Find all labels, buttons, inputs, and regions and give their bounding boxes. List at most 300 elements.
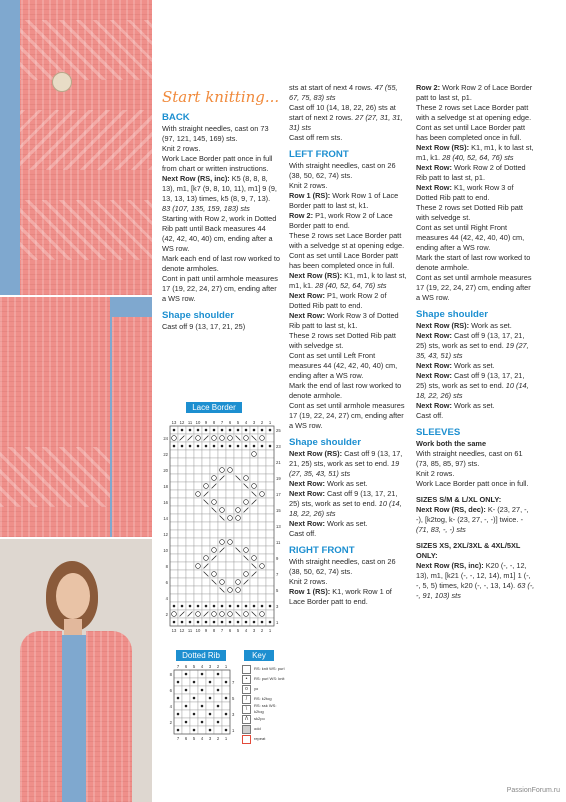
purl-symbol	[185, 673, 188, 676]
row-label: Next Row:	[416, 331, 452, 340]
chart-cell	[170, 474, 178, 482]
row-label: Next Row:	[416, 401, 452, 410]
col-label: 10	[195, 628, 201, 633]
row-label: 5	[232, 696, 235, 701]
chart-cell	[258, 562, 266, 570]
purl-symbol	[269, 605, 272, 608]
chart-cell	[170, 506, 178, 514]
purl-symbol	[177, 697, 180, 700]
chart-cell	[178, 458, 186, 466]
chart-cell	[202, 522, 210, 530]
col-label: 12	[179, 420, 185, 425]
col-label: 6	[184, 736, 188, 741]
key-list	[242, 664, 286, 744]
chart-cell	[210, 498, 218, 506]
key-label: RS: purl WS: knit	[254, 676, 285, 681]
chart-cell	[186, 466, 194, 474]
col-label: 1	[224, 664, 228, 669]
chart-cell	[174, 670, 182, 678]
key-item	[242, 684, 286, 694]
chart-cell	[258, 506, 266, 514]
paragraph: Cont as set until armhole measures 17 (19, 22, 24, 27) cm, ending after a WS row.	[289, 401, 405, 430]
key-item	[242, 704, 286, 714]
chart-cell	[170, 490, 178, 498]
chart-cell	[258, 586, 266, 594]
col-label: 7	[220, 628, 224, 633]
row-text: K1, m1, k to last st, m1, k1.	[416, 143, 534, 162]
chart-cell	[194, 498, 202, 506]
key-symbol: o	[242, 685, 251, 694]
chart-cell	[258, 474, 266, 482]
row-label: Next Row (RS):	[289, 449, 343, 458]
chart-cell	[182, 726, 190, 734]
chart-cell	[186, 546, 194, 554]
chart-cell	[194, 530, 202, 538]
key-item	[242, 734, 286, 744]
col-label: 12	[179, 628, 185, 633]
instruction-row	[289, 519, 407, 529]
paragraph: Knit 2 rows.	[289, 181, 328, 190]
chart-cell	[178, 570, 186, 578]
row-label: 22	[163, 452, 168, 457]
chart-cell	[190, 718, 198, 726]
row-label: 19	[276, 476, 281, 481]
chart-cell	[242, 466, 250, 474]
chart-cell	[222, 718, 230, 726]
purl-symbol	[197, 445, 200, 448]
chart-cell	[250, 522, 258, 530]
purl-symbol	[181, 429, 184, 432]
chart-cell	[234, 554, 242, 562]
col-label: 6	[228, 420, 232, 425]
chart-cell	[242, 594, 250, 602]
instruction-row	[289, 311, 407, 331]
chart-cell	[210, 562, 218, 570]
instruction-row	[416, 143, 536, 163]
purl-symbol	[181, 621, 184, 624]
purl-symbol	[205, 605, 208, 608]
chart-cell	[218, 506, 226, 514]
col-label: 2	[260, 628, 264, 633]
row-label: 1	[232, 728, 235, 733]
purl-symbol	[201, 673, 204, 676]
key-label: RS: knit WS: purl	[254, 666, 285, 671]
chart-cell	[266, 546, 274, 554]
row-label: Row 2:	[289, 211, 314, 220]
sleeves-subheading: Work both the same	[416, 439, 487, 448]
row-label: Row 1 (RS):	[289, 191, 331, 200]
key-label: RS: ssk WS: k2tog	[254, 703, 277, 714]
chart-cell	[194, 514, 202, 522]
stitch-count: 10 (14, 18, 22, 26) sts	[289, 499, 402, 518]
chart-cell	[266, 530, 274, 538]
instruction-row	[416, 321, 536, 331]
key-label: yo	[254, 686, 259, 691]
chart-cell	[186, 594, 194, 602]
instruction-row	[289, 191, 407, 211]
purl-symbol	[261, 605, 264, 608]
chart-cell	[170, 610, 178, 618]
right-front-heading: RIGHT FRONT	[289, 545, 355, 556]
chart-cell	[202, 466, 210, 474]
purl-symbol	[201, 689, 204, 692]
chart-cell	[178, 498, 186, 506]
chart-cell	[206, 670, 214, 678]
chart-cell	[242, 538, 250, 546]
purl-symbol	[253, 621, 256, 624]
chart-cell	[170, 578, 178, 586]
paragraph	[289, 83, 407, 103]
col-label: 3	[208, 664, 212, 669]
row-label: 21	[276, 460, 281, 465]
purl-symbol	[189, 429, 192, 432]
instruction-row	[289, 211, 407, 231]
chart-cell	[258, 498, 266, 506]
chart-cell	[258, 538, 266, 546]
chart-cell	[266, 490, 274, 498]
chart-cell	[210, 594, 218, 602]
row-label: Next Row:	[289, 311, 325, 320]
chart-cell	[234, 538, 242, 546]
chart-cell	[266, 594, 274, 602]
purl-symbol	[237, 429, 240, 432]
chart-cell	[194, 490, 202, 498]
chart-cell	[242, 586, 250, 594]
purl-symbol	[173, 621, 176, 624]
chart-cell	[258, 466, 266, 474]
chart-cell	[258, 434, 266, 442]
instruction-row	[416, 371, 536, 401]
chart-cell	[210, 530, 218, 538]
chart-cell	[222, 702, 230, 710]
purl-symbol	[253, 429, 256, 432]
purl-symbol	[189, 621, 192, 624]
col-label: 1	[268, 420, 272, 425]
chart-cell	[186, 514, 194, 522]
chart-cell	[218, 434, 226, 442]
key-symbol: /	[242, 695, 251, 704]
stitch-count: - (71, 83, -, -) sts	[416, 515, 523, 534]
chart-cell	[226, 522, 234, 530]
chart-cell	[250, 514, 258, 522]
left-front-heading: LEFT FRONT	[289, 149, 349, 160]
instruction-row	[416, 331, 536, 361]
chart-cell	[170, 554, 178, 562]
photo-model-wearing-cardigan	[0, 537, 152, 802]
row-label: 6	[169, 688, 172, 693]
chart-cell	[258, 546, 266, 554]
chart-cell	[186, 538, 194, 546]
chart-cell	[266, 506, 274, 514]
chart-cell	[194, 474, 202, 482]
purl-symbol	[205, 445, 208, 448]
paragraph: Cont as set until armhole measures 17 (19, 22, 24, 27) cm, ending after a WS row.	[416, 273, 532, 302]
stitch-count: 19 (27, 35, 43, 51) sts	[289, 459, 400, 478]
col-label: 4	[244, 420, 248, 425]
chart-cell	[250, 538, 258, 546]
purl-symbol	[193, 697, 196, 700]
chart-cell	[178, 514, 186, 522]
col-label: 8	[212, 420, 216, 425]
chart-cell	[178, 482, 186, 490]
chart-cell	[258, 578, 266, 586]
chart-cell	[202, 554, 210, 562]
paragraph: These 2 rows set Dotted Rib patt with selvedge st.	[416, 203, 523, 222]
chart-cell	[170, 466, 178, 474]
row-label: Next Row:	[416, 361, 452, 370]
chart-cell	[202, 578, 210, 586]
chart-cell	[190, 670, 198, 678]
chart-cell	[258, 450, 266, 458]
paragraph: Cont in patt until armhole measures 17 (19, 22, 24, 27) cm, ending after a WS row.	[162, 274, 278, 303]
chart-cell	[186, 458, 194, 466]
col-label: 9	[204, 628, 208, 633]
chart-cell	[234, 578, 242, 586]
chart-cell	[210, 538, 218, 546]
chart-cell	[186, 554, 194, 562]
chart-cell	[266, 458, 274, 466]
purl-symbol	[185, 721, 188, 724]
chart-cell	[250, 482, 258, 490]
key-symbol	[242, 665, 251, 674]
purl-symbol	[229, 605, 232, 608]
chart-cell	[198, 694, 206, 702]
instruction-row	[416, 561, 536, 601]
chart-cell	[194, 578, 202, 586]
key-label: RS: k2tog	[254, 696, 272, 701]
chart-cell	[178, 522, 186, 530]
chart-cell	[210, 474, 218, 482]
chart-cell	[178, 530, 186, 538]
purl-symbol	[209, 681, 212, 684]
row-label: 23	[276, 444, 281, 449]
purl-symbol	[237, 621, 240, 624]
paragraph: Work Lace Border patt once in full.	[416, 479, 529, 488]
chart-cell	[242, 514, 250, 522]
chart-cell	[226, 458, 234, 466]
row-label: 13	[276, 524, 281, 529]
purl-symbol	[221, 621, 224, 624]
instruction-row	[289, 449, 407, 479]
chart-cell	[258, 490, 266, 498]
chart-cell	[186, 522, 194, 530]
sleeves-heading: SLEEVES	[416, 427, 461, 438]
chart-cell	[190, 702, 198, 710]
chart-cell	[226, 578, 234, 586]
row-text: K1, m1, k to last st, m1, k1.	[289, 271, 407, 290]
chart-cell	[170, 530, 178, 538]
chart-cell	[194, 562, 202, 570]
col-label: 11	[187, 628, 193, 633]
instruction-row	[289, 291, 407, 311]
purl-symbol	[217, 721, 220, 724]
col-label: 1	[268, 628, 272, 633]
paragraph: Mark the end of last row worked to denote armhole.	[289, 381, 402, 400]
row-label: 2	[165, 612, 168, 617]
chart-cell	[182, 694, 190, 702]
row-label: 8	[165, 564, 168, 569]
chart-cell	[202, 538, 210, 546]
row-text: Work as set.	[324, 479, 368, 488]
chart-cell	[170, 514, 178, 522]
purl-symbol	[261, 429, 264, 432]
row-label: Next Row:	[289, 479, 325, 488]
purl-symbol	[253, 605, 256, 608]
chart-cell	[222, 670, 230, 678]
chart-cell	[218, 458, 226, 466]
chart-cell	[266, 466, 274, 474]
purl-symbol	[225, 729, 228, 732]
chart-cell	[202, 530, 210, 538]
shape-shoulder-heading: Shape shoulder	[416, 309, 488, 320]
chart-cell	[194, 570, 202, 578]
chart-cell	[258, 482, 266, 490]
column-2	[289, 83, 407, 607]
chart-cell	[170, 562, 178, 570]
col-label: 4	[200, 736, 204, 741]
chart-cell	[182, 678, 190, 686]
text: Cast off 10 (14, 18, 22, 26) sts at start of next 2 rows.	[289, 103, 396, 122]
chart-cell	[214, 710, 222, 718]
col-label: 8	[212, 628, 216, 633]
chart-cell	[170, 594, 178, 602]
paragraph: Cast off rem sts.	[289, 133, 343, 142]
purl-symbol	[173, 429, 176, 432]
chart-cell	[234, 450, 242, 458]
row-label: Row 2:	[416, 83, 441, 92]
chart-cell	[226, 554, 234, 562]
key-item	[242, 714, 286, 724]
chart-cell	[190, 686, 198, 694]
purl-symbol	[177, 729, 180, 732]
row-text: Work as set.	[451, 401, 495, 410]
purl-symbol	[261, 621, 264, 624]
row-label: 12	[163, 532, 168, 537]
col-label: 10	[195, 420, 201, 425]
row-text: K- (23, 27, -, -), [k2tog, k- (23, 27, -, -)] twice.	[416, 505, 529, 524]
chart-cell	[266, 554, 274, 562]
back-heading: BACK	[162, 112, 190, 123]
chart-cell	[250, 546, 258, 554]
chart-cell	[250, 530, 258, 538]
chart-cell	[226, 482, 234, 490]
col-label: 3	[252, 420, 256, 425]
chart-cell	[186, 562, 194, 570]
purl-symbol	[209, 713, 212, 716]
chart-cell	[250, 450, 258, 458]
chart-cell	[210, 586, 218, 594]
sizes-heading: SIZES S/M & L/XL ONLY:	[416, 495, 502, 504]
purl-symbol	[201, 721, 204, 724]
key-symbol: •	[242, 675, 251, 684]
key-item	[242, 674, 286, 684]
purl-symbol	[229, 445, 232, 448]
purl-symbol	[237, 445, 240, 448]
chart-cell	[250, 586, 258, 594]
chart-cell	[266, 570, 274, 578]
row-text: Cast off 9 (13, 17, 21, 25) sts, work as set to end.	[416, 371, 525, 390]
row-label: Row 1 (RS):	[289, 587, 331, 596]
chart-cell	[202, 474, 210, 482]
chart-cell	[210, 546, 218, 554]
row-label: 8	[169, 672, 172, 677]
purl-symbol	[269, 621, 272, 624]
paragraph: Cont as set until Right Front measures 44 (42, 42, 40, 40) cm, ending after a WS row.	[416, 223, 525, 252]
purl-symbol	[269, 429, 272, 432]
chart-cell	[178, 490, 186, 498]
stitch-count: 47 (55, 67, 75, 83) sts	[289, 83, 398, 102]
purl-symbol	[225, 681, 228, 684]
chart-cell	[242, 530, 250, 538]
col-label: 2	[260, 420, 264, 425]
paragraph: Cont as set until Lace Border patt has been completed once in full.	[289, 251, 398, 270]
chart-cell	[258, 610, 266, 618]
chart-cell	[174, 702, 182, 710]
instruction-row	[416, 183, 536, 203]
col-label: 13	[171, 628, 177, 633]
chart-cell	[194, 594, 202, 602]
row-label: 7	[276, 572, 279, 577]
purl-symbol	[229, 621, 232, 624]
row-text: K1, work Row 1 of Lace Border patt to end.	[289, 587, 392, 606]
stitch-count: 27 (27, 31, 31, 31) sts	[289, 113, 403, 132]
col-label: 7	[220, 420, 224, 425]
chart-cell	[258, 514, 266, 522]
chart-cell	[194, 610, 202, 618]
purl-symbol	[213, 621, 216, 624]
purl-symbol	[193, 681, 196, 684]
chart-cell	[186, 482, 194, 490]
instruction-row	[416, 505, 536, 535]
chart-cell	[266, 514, 274, 522]
paragraph: Cast off 9 (13, 17, 21, 25)	[162, 322, 246, 331]
chart-cell	[266, 578, 274, 586]
chart-cell	[178, 586, 186, 594]
col-label: 9	[204, 420, 208, 425]
row-label: 17	[276, 492, 281, 497]
chart-cell	[170, 522, 178, 530]
purl-symbol	[209, 697, 212, 700]
row-label: 25	[276, 428, 281, 433]
row-text: Cast off 9 (13, 17, 21, 25) sts, work as set to end.	[416, 331, 525, 350]
paragraph: These 2 rows set Lace Border patt with a selvedge st at opening edge.	[416, 103, 532, 122]
purl-symbol	[205, 429, 208, 432]
purl-symbol	[221, 445, 224, 448]
chart-cell	[218, 530, 226, 538]
chart-cell	[210, 466, 218, 474]
row-label: Next Row (RS):	[416, 143, 470, 152]
row-label: Next Row:	[289, 519, 325, 528]
chart-cell	[202, 514, 210, 522]
chart-cell	[250, 554, 258, 562]
key-symbol	[242, 735, 251, 744]
purl-symbol	[193, 729, 196, 732]
purl-symbol	[245, 605, 248, 608]
chart-cell	[258, 458, 266, 466]
chart-cell	[194, 538, 202, 546]
chart-cell	[266, 522, 274, 530]
chart-cell	[226, 570, 234, 578]
chart-cell	[226, 546, 234, 554]
row-label: 1	[276, 620, 279, 625]
chart-cell	[214, 678, 222, 686]
chart-cell	[170, 458, 178, 466]
chart-cell	[210, 610, 218, 618]
col-label: 6	[228, 628, 232, 633]
purl-symbol	[197, 429, 200, 432]
chart-cell	[174, 718, 182, 726]
paragraph: Cont as set until Lace Border patt has been completed once in full.	[416, 123, 525, 142]
